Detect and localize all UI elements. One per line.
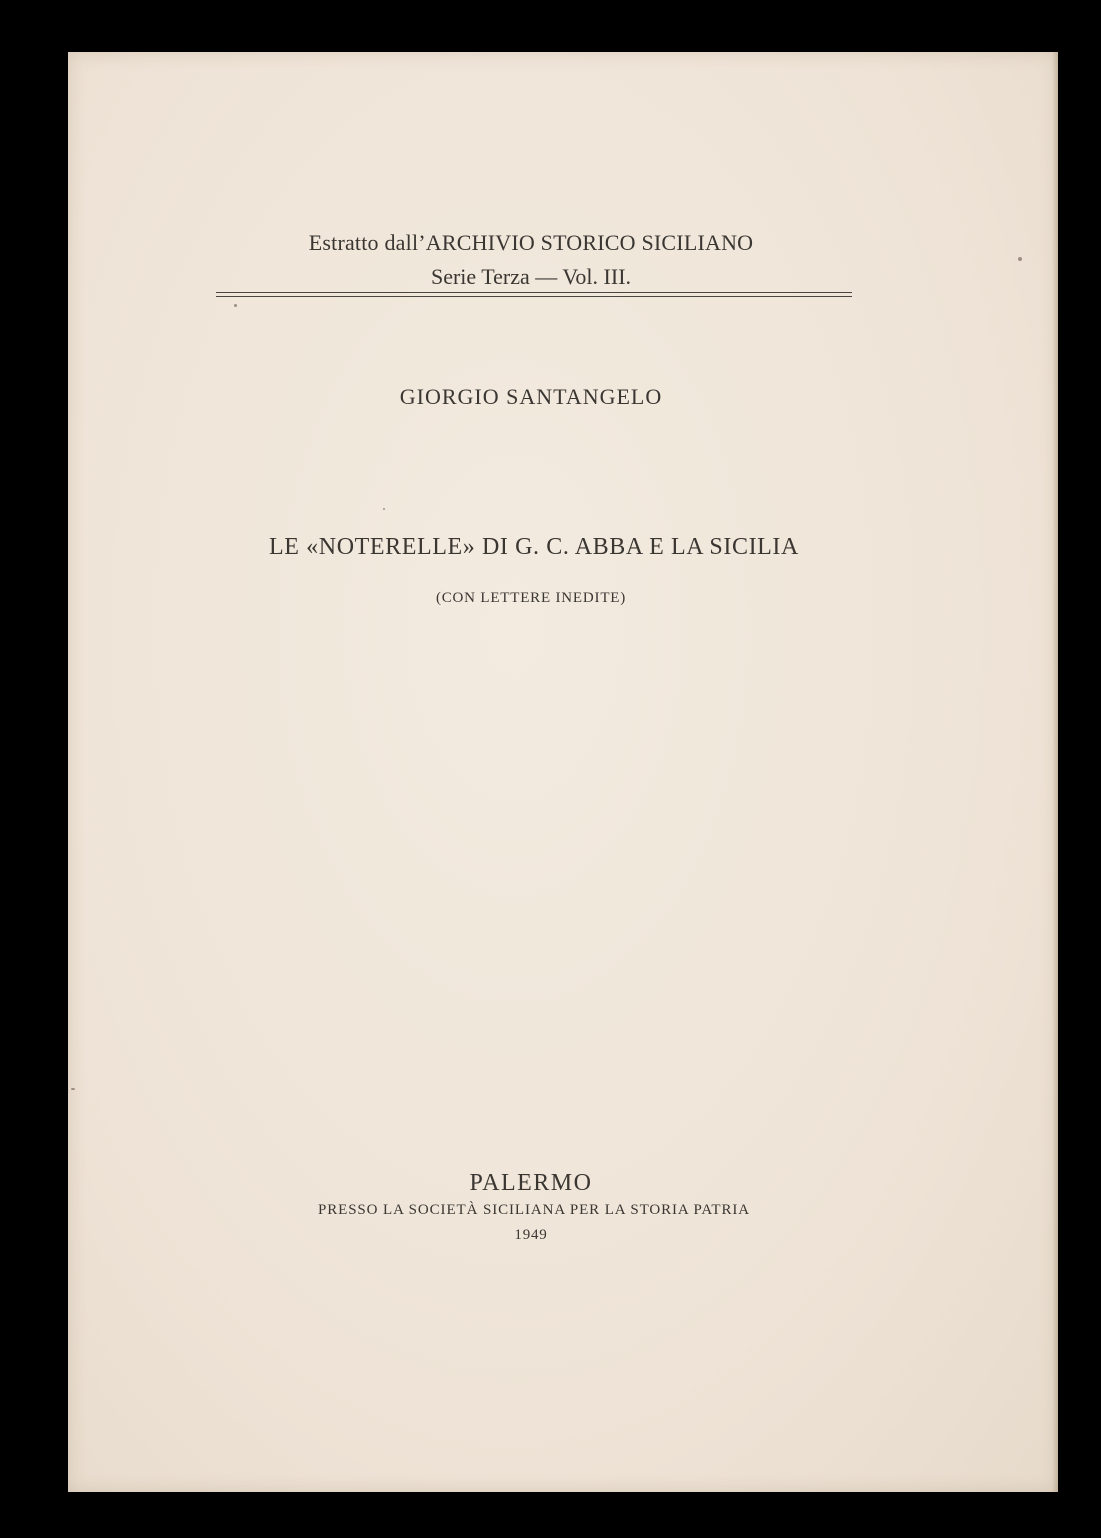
series-volume-line: Serie Terza — Vol. III. xyxy=(430,264,632,289)
document-title: LE «NOTERELLE» DI G. C. ABBA E LA SICILIA xyxy=(269,534,799,560)
document-page xyxy=(68,52,1058,1492)
paper-speck xyxy=(71,1088,75,1090)
divider-rule-top xyxy=(216,292,852,293)
imprint-publisher: PRESSO LA SOCIETÀ SICILIANA PER LA STORIA PATRIA xyxy=(317,1202,751,1218)
imprint-year: 1949 xyxy=(514,1227,548,1243)
paper-speck xyxy=(234,304,237,307)
header-divider xyxy=(216,292,852,297)
page-edge-shadow xyxy=(1052,52,1058,1492)
paper-speck xyxy=(1018,257,1022,261)
divider-rule-bottom xyxy=(216,296,852,297)
document-subtitle: (CON LETTERE INEDITE) xyxy=(435,590,627,606)
paper-speck xyxy=(383,508,385,510)
author-name: GIORGIO SANTANGELO xyxy=(399,384,663,409)
imprint-city: PALERMO xyxy=(469,1170,593,1196)
offprint-source-line: Estratto dall’ARCHIVIO STORICO SICILIANO xyxy=(308,230,754,255)
